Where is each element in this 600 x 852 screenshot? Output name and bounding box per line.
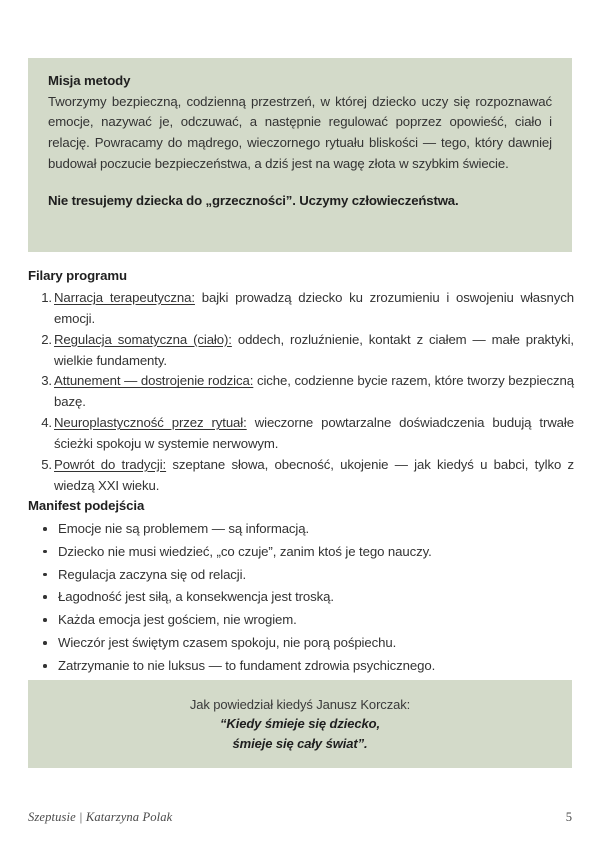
manifesto-heading: Manifest podejścia: [28, 498, 145, 513]
list-item-rest: oddech, rozluźnienie, kontakt z ciałem — małe praktyki, wielkie fundamenty.: [54, 331, 574, 368]
pillars-list: [28, 288, 574, 497]
quote-attribution: Jak powiedział kiedyś Janusz Korczak:: [189, 696, 411, 712]
quote-callout-box: [28, 680, 572, 768]
list-item: Regulacja zaczyna się od relacji.: [28, 564, 574, 587]
list-item-number: 3.: [41, 373, 52, 389]
list-item: [28, 455, 574, 497]
list-item: Dziecko nie musi wiedzieć, „co czuje”, zanim ktoś je tego nauczy.: [28, 541, 574, 564]
mission-title: Misja metody: [48, 73, 131, 88]
list-item-number: 1.: [41, 290, 52, 305]
mission-body-text: Tworzymy bezpieczną, codzienną przestrzeń, w której dziecko uczy się rozpoznawać emocje, nazywać je, odczuwać, a następnie regulować poprzez opowieść, ciało i relację. Powracamy do mądrego, wieczornego rytuału bliskości — tego, który dawniej budował poczucie bezpieczeństwa, a dziś jest na wagę złota w szybkim świecie.: [48, 93, 552, 171]
mission-callout-box: [28, 58, 572, 252]
list-item-lead: Neuroplastyczność przez rytuał:: [54, 415, 247, 431]
pillars-heading: Filary programu: [28, 268, 127, 283]
list-item-rest: wieczorne powtarzalne doświadczenia budują trwałe ścieżki spokoju w systemie nerwowym.: [54, 415, 574, 452]
list-item: Każda emocja jest gościem, nie wrogiem.: [28, 609, 574, 632]
list-item-lead: Regulacja somatyczna (ciało):: [54, 331, 232, 347]
footer-label: Szeptusie | Katarzyna Polak: [28, 809, 173, 824]
page-footer: [28, 806, 572, 828]
list-item: Emocje nie są problemem — są informacją.: [28, 518, 574, 541]
list-item: [28, 371, 574, 413]
list-item-number: 5.: [41, 456, 52, 472]
list-item: [28, 413, 574, 455]
list-item-lead: Narracja terapeutyczna:: [54, 290, 195, 305]
footer-page-number: 5: [565, 809, 572, 824]
mission-tagline: Nie tresujemy dziecka do „grzeczności”. Uczymy człowieczeństwa.: [48, 192, 459, 208]
list-item-lead: Attunement — dostrojenie rodzica:: [54, 373, 254, 389]
list-item-rest: bajki prowadzą dziecko ku zrozumieniu i oswojeniu własnych emocji.: [54, 290, 574, 326]
quote-line-two: śmieje się cały świat”.: [232, 735, 368, 751]
list-item-lead: Powrót do tradycji:: [54, 456, 167, 472]
list-item: Zatrzymanie to nie luksus — to fundament zdrowia psychicznego.: [28, 655, 574, 678]
list-item: Łagodność jest siłą, a konsekwencja jest troską.: [28, 586, 574, 609]
list-item-number: 4.: [41, 415, 52, 431]
quote-line-one: “Kiedy śmieje się dziecko,: [220, 716, 380, 732]
list-item: Wieczór jest świętym czasem spokoju, nie porą pośpiechu.: [28, 632, 574, 655]
list-item-rest: szeptane słowa, obecność, ukojenie — jak kiedyś u babci, tylko z wiedzą XXI wieku.: [54, 456, 575, 493]
list-item: [28, 330, 574, 372]
manifesto-list: [28, 518, 574, 678]
list-item-rest: ciche, codzienne bycie razem, które tworzy bezpieczną bazę.: [54, 373, 574, 410]
list-item-number: 2.: [41, 331, 52, 347]
list-item: [28, 288, 574, 330]
